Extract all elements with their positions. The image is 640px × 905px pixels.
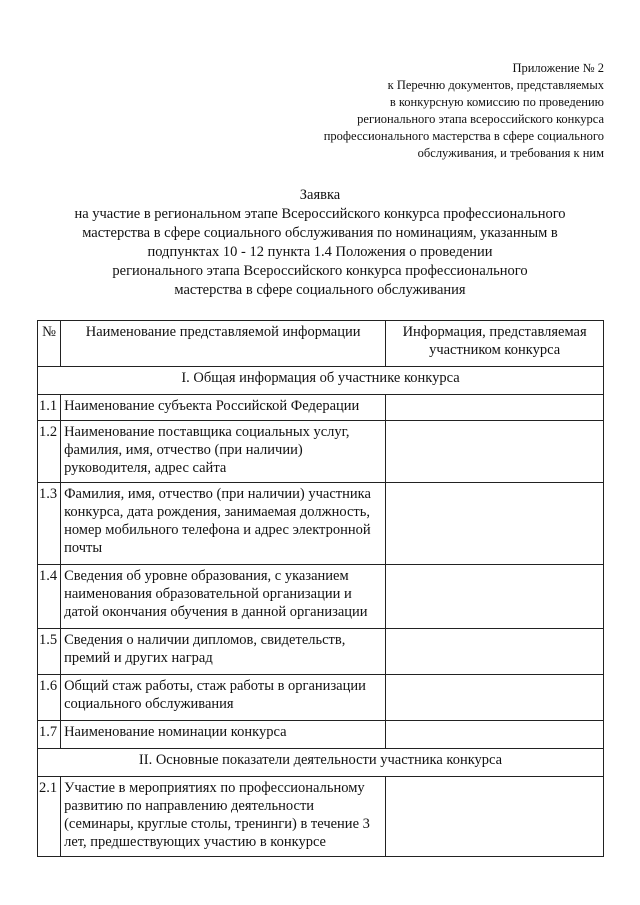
table-row [38, 629, 604, 675]
appendix-line: Приложение № 2 [512, 61, 604, 75]
header-info-value: Информация, представляемая участником конкурса [386, 321, 604, 367]
row-name: Фамилия, имя, отчество (при наличии) участника конкурса, дата рождения, занимаемая должность, номер мобильного телефона и адрес электронной почты [61, 483, 386, 565]
document-title [40, 186, 600, 300]
appendix-line: к Перечню документов, представляемых [387, 78, 604, 92]
title-line: Заявка [299, 187, 341, 203]
row-name: Сведения о наличии дипломов, свидетельств, премий и других наград [61, 629, 386, 675]
title-line: мастерства в сфере социального обслуживания по номинациям, указанным в [82, 225, 558, 241]
table-row [38, 721, 604, 749]
row-name: Наименование номинации конкурса [61, 721, 386, 749]
application-table [37, 320, 604, 857]
row-info-field[interactable] [386, 675, 604, 721]
header-number: № [38, 321, 61, 367]
row-name: Общий стаж работы, стаж работы в организации социального обслуживания [61, 675, 386, 721]
row-number: 1.3 [38, 483, 61, 565]
title-line: на участие в региональном этапе Всероссийского конкурса профессионального [74, 206, 566, 222]
section-title: I. Общая информация об участнике конкурса [38, 367, 604, 395]
appendix-line: профессионального мастерства в сфере социального [323, 129, 604, 143]
header-info-name: Наименование представляемой информации [61, 321, 386, 367]
title-line: регионального этапа Всероссийского конкурса профессионального [112, 263, 528, 279]
row-name: Участие в мероприятиях по профессиональному развитию по направлению деятельности (семинары, круглые столы, тренинги) в течение 3 лет, предшествующих участию в конкурсе [61, 777, 386, 857]
row-number: 1.1 [38, 395, 61, 421]
row-info-field[interactable] [386, 565, 604, 629]
row-info-field[interactable] [386, 777, 604, 857]
table-header-row [38, 321, 604, 367]
row-number: 1.2 [38, 421, 61, 483]
section-row [38, 367, 604, 395]
row-name: Сведения об уровне образования, с указанием наименования образовательной организации и датой окончания обучения в данной организации [61, 565, 386, 629]
appendix-line: регионального этапа всероссийского конкурса [357, 112, 604, 126]
appendix-line: обслуживания, и требования к ним [417, 146, 604, 160]
appendix-line: в конкурсную комиссию по проведению [389, 95, 604, 109]
row-info-field[interactable] [386, 721, 604, 749]
row-number: 1.5 [38, 629, 61, 675]
row-info-field[interactable] [386, 629, 604, 675]
table-row [38, 395, 604, 421]
title-line: мастерства в сфере социального обслуживания [174, 282, 466, 298]
row-name: Наименование поставщика социальных услуг, фамилия, имя, отчество (при наличии) руководителя, адрес сайта [61, 421, 386, 483]
table-row [38, 483, 604, 565]
table-row [38, 675, 604, 721]
row-number: 1.6 [38, 675, 61, 721]
title-line: подпунктах 10 - 12 пункта 1.4 Положения о проведении [147, 244, 493, 260]
appendix-note [284, 60, 604, 162]
section-row [38, 749, 604, 777]
table-row [38, 421, 604, 483]
row-number: 1.4 [38, 565, 61, 629]
table-row [38, 777, 604, 857]
section-title: II. Основные показатели деятельности участника конкурса [38, 749, 604, 777]
row-info-field[interactable] [386, 483, 604, 565]
row-number: 1.7 [38, 721, 61, 749]
row-name: Наименование субъекта Российской Федерации [61, 395, 386, 421]
row-number: 2.1 [38, 777, 61, 857]
row-info-field[interactable] [386, 395, 604, 421]
row-info-field[interactable] [386, 421, 604, 483]
table-row [38, 565, 604, 629]
